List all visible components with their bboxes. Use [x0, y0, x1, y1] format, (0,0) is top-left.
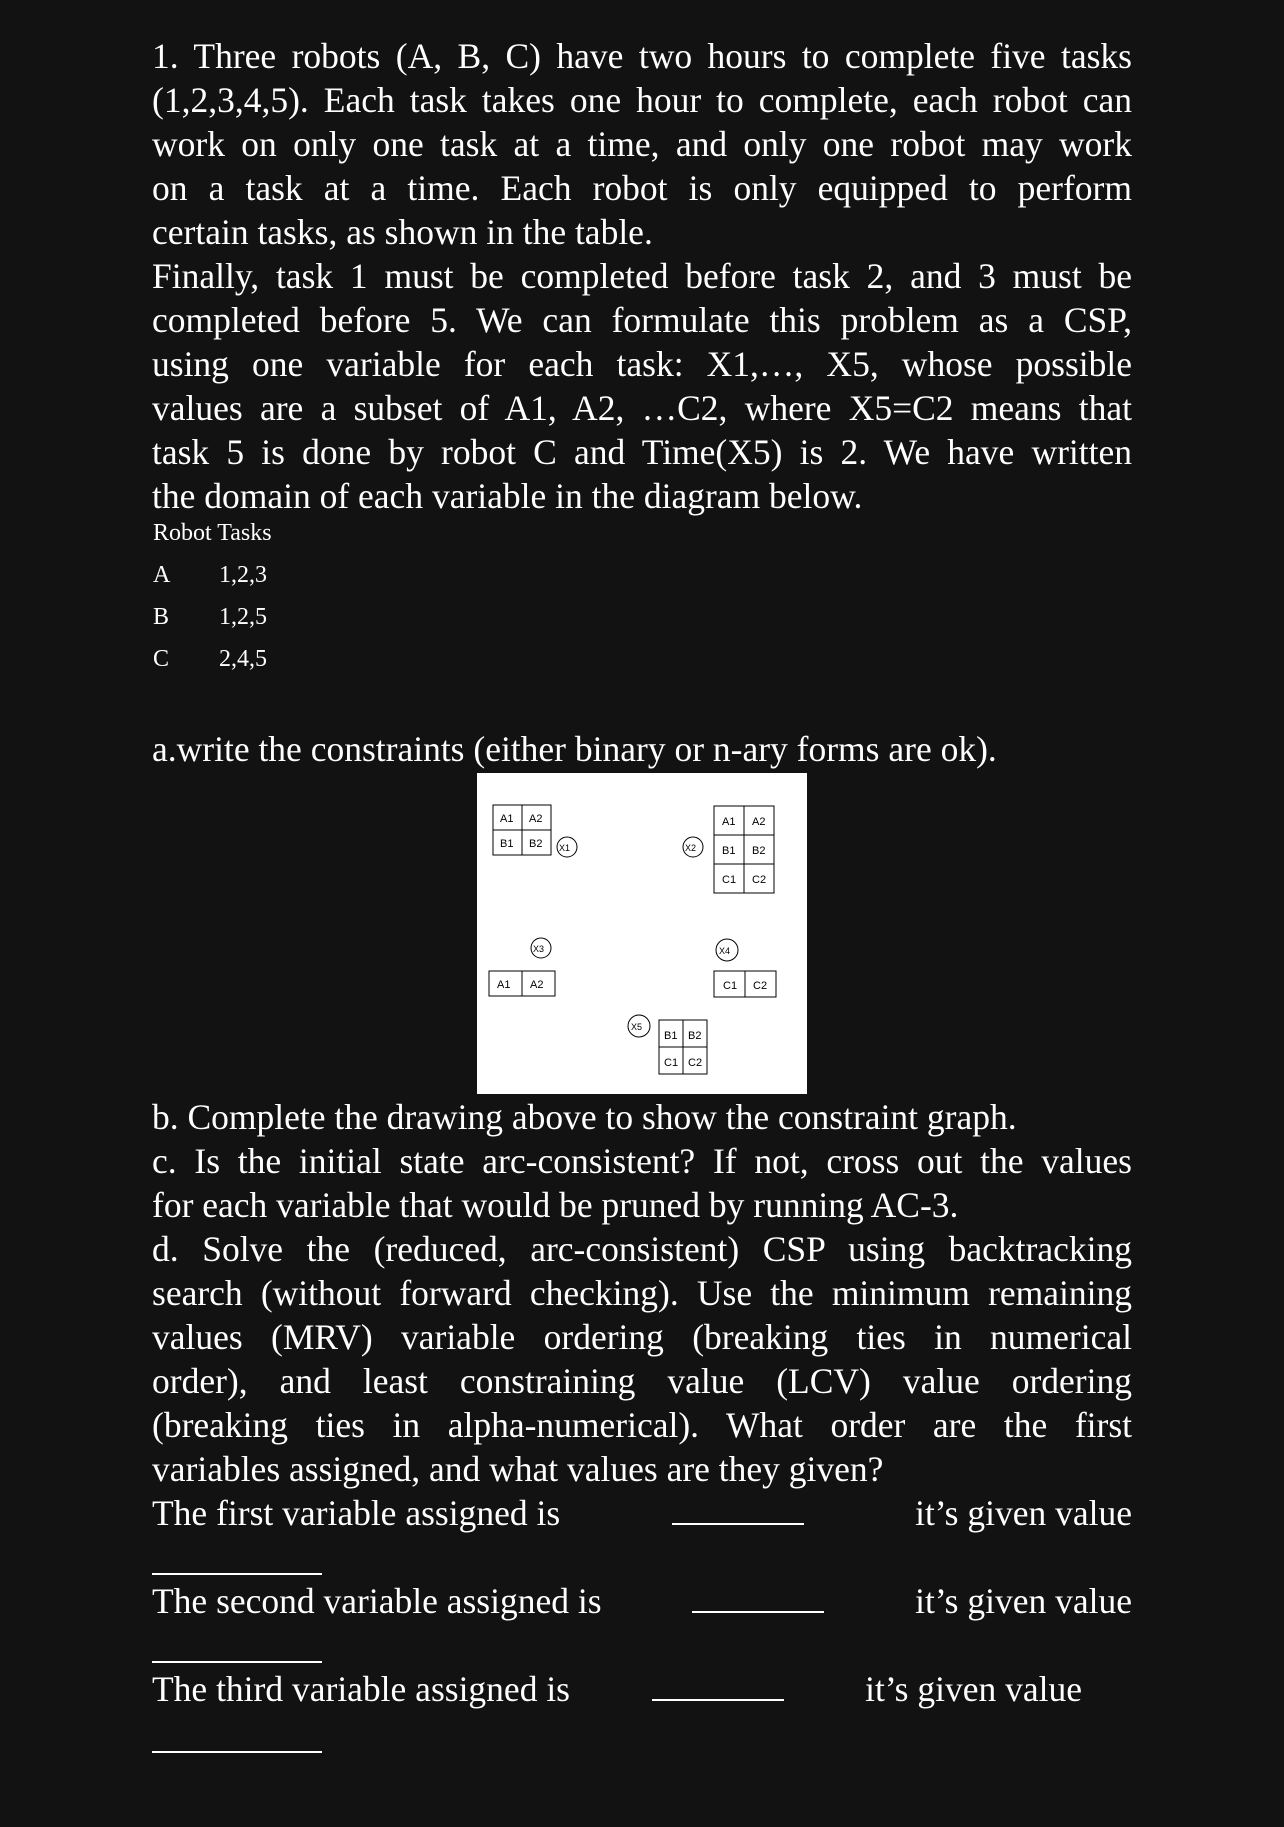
robot-name: B — [153, 604, 170, 630]
answer-prefix: The second variable assigned is — [152, 1581, 602, 1621]
text-line: using one variable for each task: X1,…, X5, whose possible — [152, 344, 1132, 384]
domain-value: B2 — [688, 1030, 702, 1042]
table-row — [153, 562, 267, 589]
domain-value: C2 — [688, 1057, 703, 1069]
text-line: (1,2,3,4,5). Each task takes one hour to complete, each robot can — [152, 80, 1132, 120]
domain-value: A2 — [530, 979, 544, 991]
domain-value: A1 — [500, 813, 514, 825]
text-line: 1. Three robots (A, B, C) have two hours to complete five tasks — [152, 36, 1132, 76]
text-line: order), and least constraining value (LCV) value ordering — [152, 1361, 1132, 1401]
domain-value: C1 — [723, 980, 738, 992]
constraint-graph-diagram[interactable] — [477, 773, 807, 1094]
problem-formulation — [152, 254, 1132, 518]
text-line: for each variable that would be pruned by running AC-3. — [152, 1185, 959, 1225]
robot-tasks: 1,2,5 — [219, 604, 267, 630]
node-label: X4 — [719, 946, 731, 956]
robot-tasks: 1,2,3 — [219, 562, 267, 588]
value-blank[interactable] — [152, 1573, 322, 1575]
value-blank[interactable] — [152, 1751, 322, 1753]
domain-value: B2 — [752, 845, 766, 857]
domain-value: B1 — [722, 845, 736, 857]
node-label: X5 — [631, 1022, 643, 1032]
domain-value: A2 — [529, 813, 543, 825]
text-line: task 5 is done by robot C and Time(X5) is 2. We have written — [152, 432, 1132, 472]
node-label: X2 — [685, 843, 697, 853]
node-label: X1 — [559, 843, 571, 853]
robot-name: A — [153, 562, 171, 588]
robot-name: C — [153, 646, 170, 672]
domain-value: A2 — [752, 816, 766, 828]
domain-value: B2 — [529, 838, 543, 850]
text-line: the domain of each variable in the diagram below. — [152, 476, 863, 516]
text-line: values (MRV) variable ordering (breaking ties in numerical — [152, 1317, 1132, 1357]
domain-value: C1 — [722, 874, 737, 886]
text-line: work on only one task at a time, and only one robot may work — [152, 124, 1132, 164]
domain-value: B1 — [664, 1030, 678, 1042]
text-line: completed before 5. We can formulate this problem as a CSP, — [152, 300, 1132, 340]
answer-suffix: it’s given value — [915, 1493, 1132, 1533]
domain-value: C2 — [753, 980, 768, 992]
question-a: a.write the constraints (either binary or n-ary forms are ok). — [152, 729, 997, 769]
table-title: Robot Tasks — [153, 520, 272, 546]
variable-blank[interactable] — [692, 1611, 824, 1613]
answer-third — [152, 1667, 1082, 1711]
value-blank[interactable] — [152, 1661, 322, 1663]
text-line: certain tasks, as shown in the table. — [152, 212, 653, 252]
answer-second — [152, 1579, 1132, 1623]
text-line: d. Solve the (reduced, arc-consistent) CSP using backtracking — [152, 1229, 1132, 1269]
answer-suffix: it’s given value — [865, 1669, 1082, 1709]
question-b: b. Complete the drawing above to show the constraint graph. — [152, 1097, 1017, 1137]
text-line: search (without forward checking). Use the minimum remaining — [152, 1273, 1132, 1313]
text-line: (breaking ties in alpha-numerical). What order are the first — [152, 1405, 1132, 1445]
domain-value: B1 — [500, 838, 514, 850]
text-line: variables assigned, and what values are they given? — [152, 1449, 884, 1489]
text-line: values are a subset of A1, A2, …C2, where X5=C2 means that — [152, 388, 1132, 428]
text-line: Finally, task 1 must be completed before task 2, and 3 must be — [152, 256, 1132, 296]
domain-value: C2 — [752, 874, 767, 886]
domain-value: A1 — [497, 979, 511, 991]
answer-prefix: The third variable assigned is — [152, 1669, 570, 1709]
domain-value: C1 — [664, 1057, 679, 1069]
text-line: c. Is the initial state arc-consistent? If not, cross out the values — [152, 1141, 1132, 1181]
answer-first — [152, 1491, 1132, 1535]
node-label: X3 — [533, 944, 545, 954]
answer-suffix: it’s given value — [915, 1581, 1132, 1621]
robot-tasks: 2,4,5 — [219, 646, 267, 672]
questions-bcd — [152, 1095, 1132, 1491]
table-row — [153, 604, 267, 631]
text-line: on a task at a time. Each robot is only equipped to perform — [152, 168, 1132, 208]
answer-prefix: The first variable assigned is — [152, 1493, 561, 1533]
variable-blank[interactable] — [652, 1699, 784, 1701]
domain-value: A1 — [722, 816, 736, 828]
problem-intro — [152, 34, 1132, 254]
table-row — [153, 646, 267, 673]
variable-blank[interactable] — [672, 1523, 804, 1525]
